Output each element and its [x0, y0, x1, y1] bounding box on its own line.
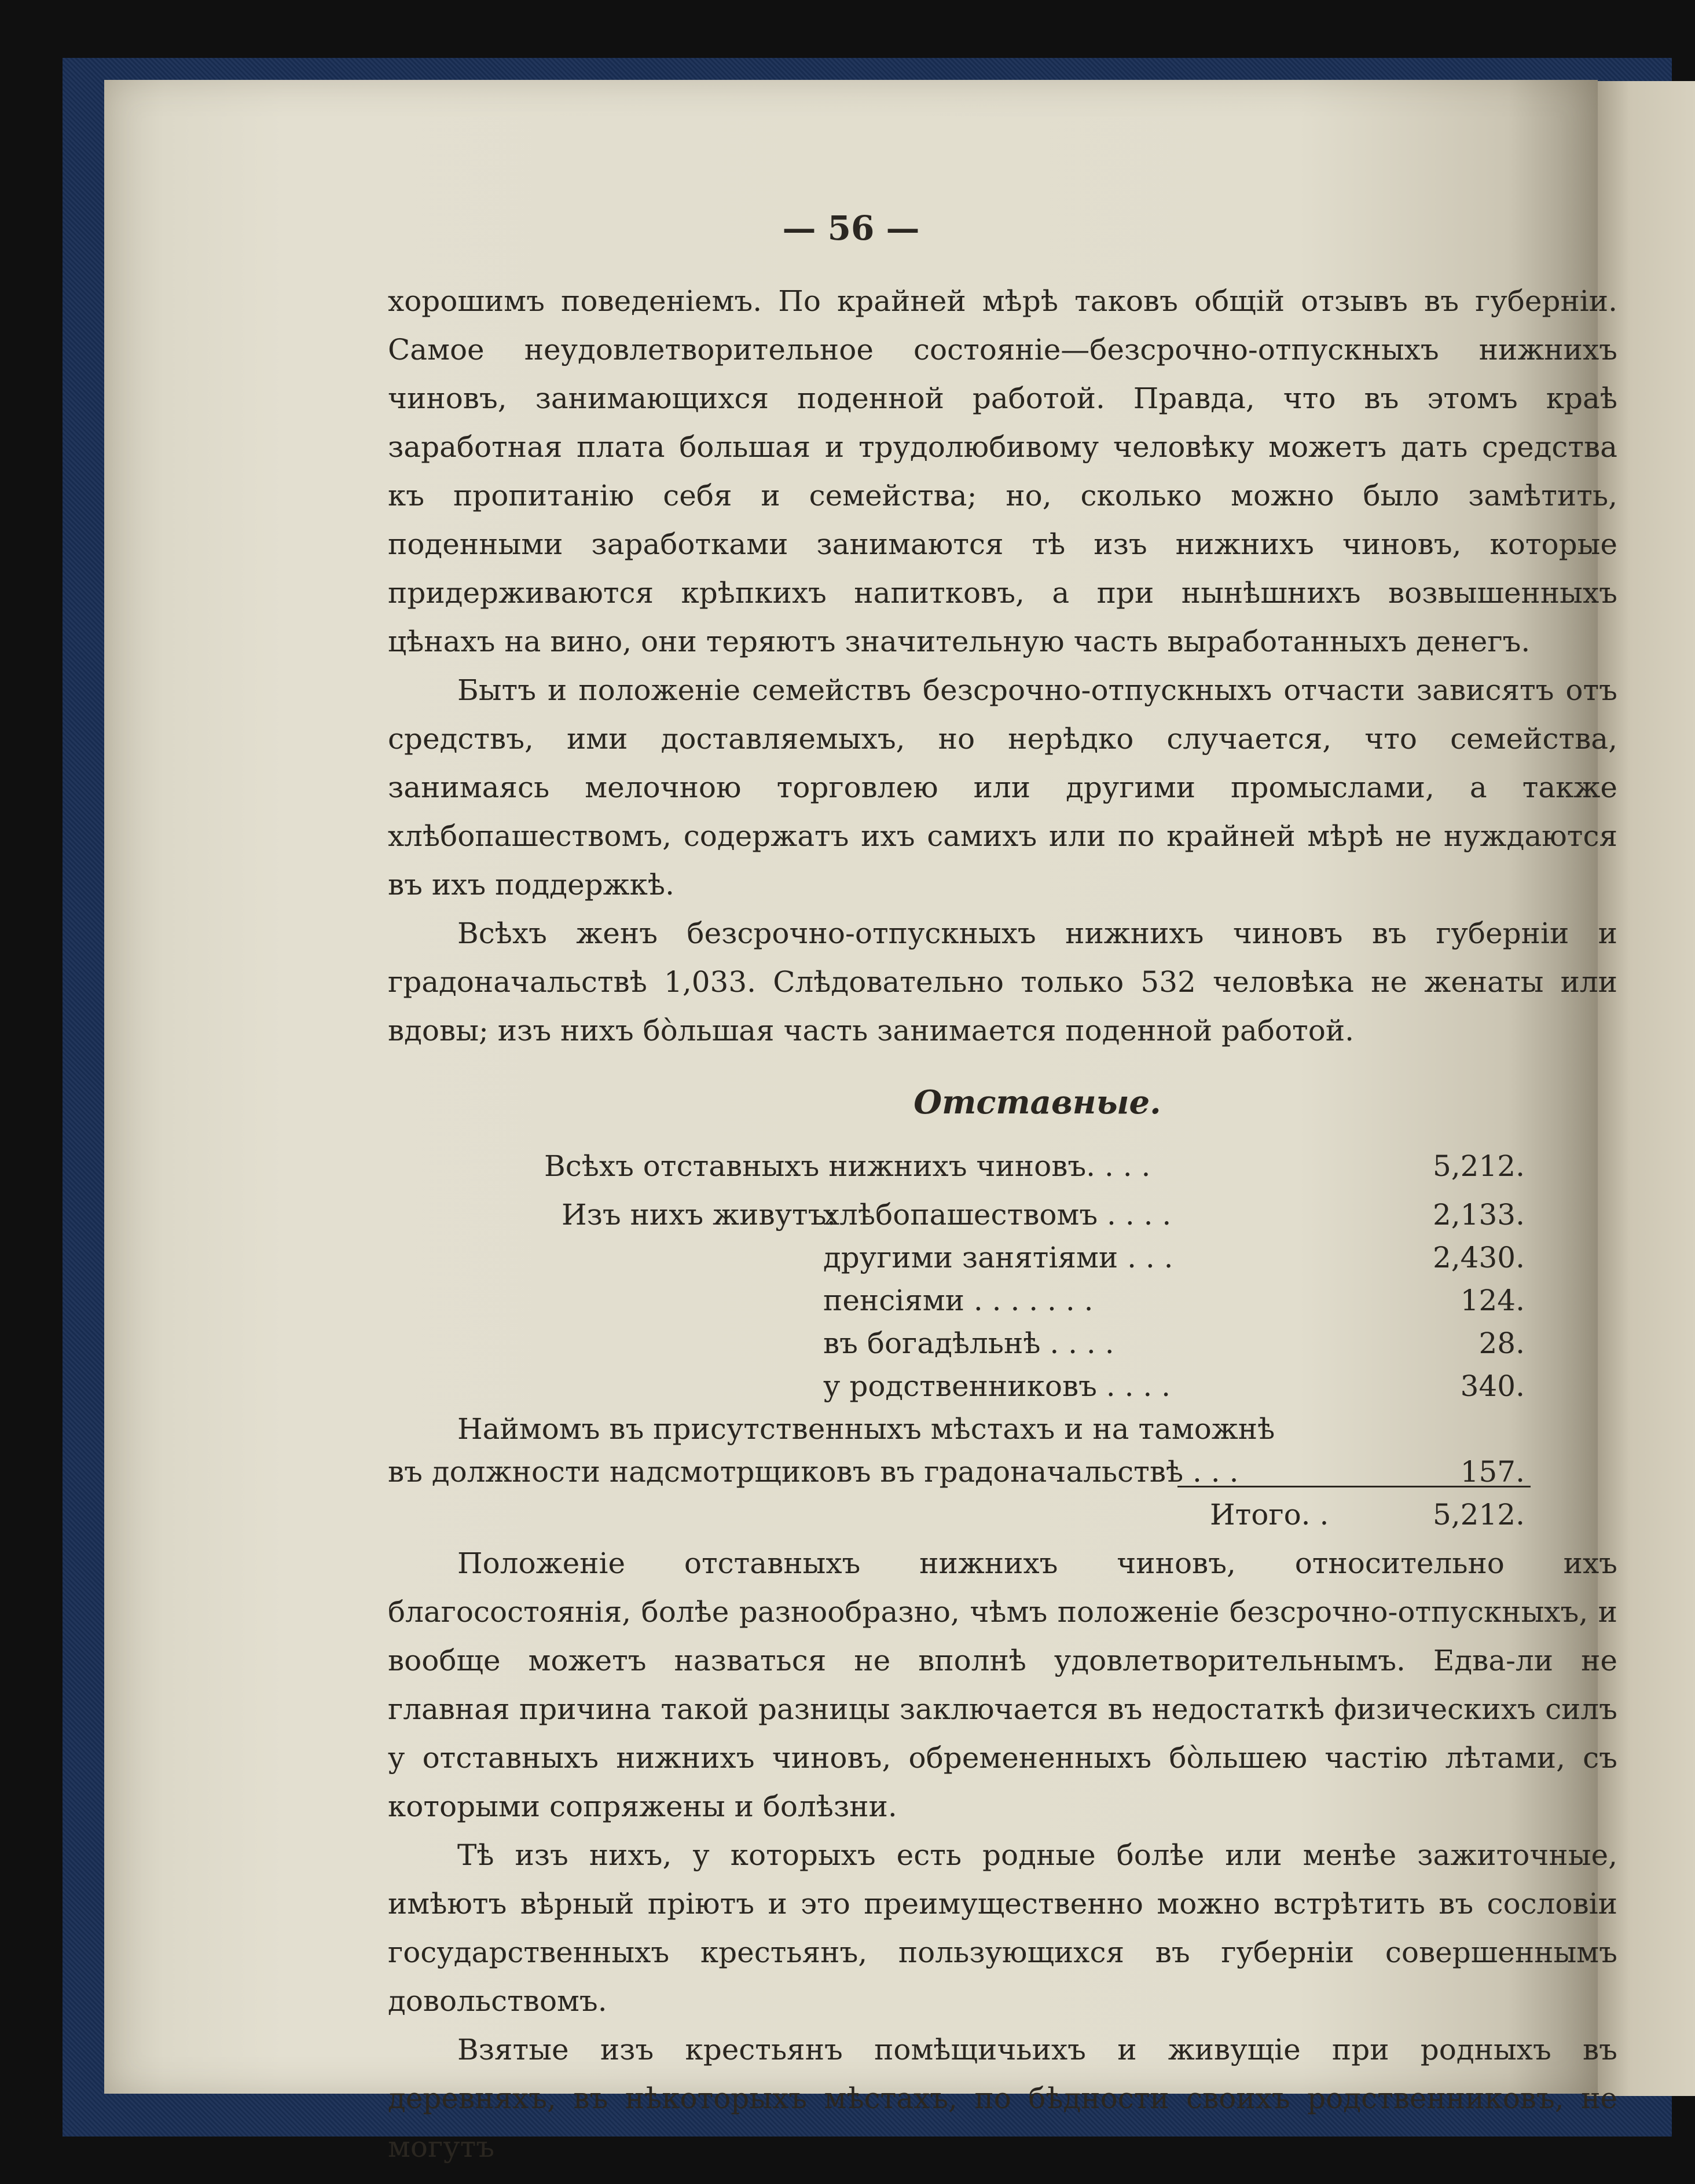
stat-sum-label: Итого. .	[1210, 1498, 1329, 1531]
section-heading: Отставные.	[913, 1083, 1161, 1122]
stat-row-item	[388, 1362, 1617, 1405]
stat-row-hire-line-1	[388, 1405, 1617, 1448]
stat-row-item	[388, 1233, 1617, 1276]
stat-item-value: 2,430.	[1432, 1241, 1525, 1274]
page-number: — 56 —	[782, 208, 920, 248]
stat-total-value: 5,212.	[1432, 1149, 1525, 1183]
stat-hire-label-2: въ должности надсмотрщиковъ въ градоначальствѣ . . .	[388, 1455, 1239, 1489]
paragraph-3: Всѣхъ женъ безсрочно-отпускныхъ нижнихъ чиновъ въ губерніи и градоначальствѣ 1,033. Слѣдовательно только 532 человѣка не женаты или вдовы; изъ нихъ бо̀льшая часть занимается поденной работой.	[388, 917, 1617, 1047]
paragraph-5: Тѣ изъ нихъ, у которыхъ есть родные болѣе или менѣе зажиточные, имѣютъ вѣрный пріютъ и это преимущественно можно встрѣтить въ сословіи государственныхъ крестьянъ, пользующихся въ губерніи совершеннымъ довольствомъ.	[388, 1838, 1617, 2018]
paragraph-4: Положеніе отставныхъ нижнихъ чиновъ, относительно ихъ благосостоянія, болѣе разнообразно, чѣмъ положеніе безсрочно-отпускныхъ, и вообще можетъ назваться не вполнѣ удовлетворительнымъ. Едва-ли не главная причина такой разницы заключается въ недостаткѣ физическихъ силъ у отставныхъ нижнихъ чиновъ, обремененныхъ бо̀льшею частію лѣтами, съ которыми сопряжены и болѣзни.	[388, 1547, 1617, 1823]
stat-row-item	[388, 1190, 1617, 1233]
stat-item-value: 28.	[1478, 1326, 1525, 1360]
stat-hire-value: 157.	[1460, 1455, 1525, 1489]
stat-row-hire-line-2	[388, 1448, 1617, 1490]
paragraph-6: Взятые изъ крестьянъ помѣщичьихъ и живущіе при родныхъ въ деревняхъ, въ нѣкоторыхъ мѣстахъ, по бѣдности своихъ родственниковъ, не могутъ	[388, 2033, 1617, 2164]
stat-row-item	[388, 1319, 1617, 1362]
book-page	[104, 80, 1617, 2164]
stat-item-label: хлѣбопашествомъ . . . .	[823, 1198, 1172, 1232]
stat-row-total	[388, 1142, 1617, 1190]
stat-sum-value: 5,212.	[1432, 1498, 1525, 1531]
stat-row-sum	[388, 1490, 1617, 1539]
stat-item-value: 124.	[1460, 1284, 1525, 1317]
stat-item-value: 340.	[1460, 1369, 1525, 1403]
stat-item-label: другими занятіями . . .	[823, 1241, 1173, 1274]
stat-item-value: 2,133.	[1432, 1198, 1525, 1232]
stat-total-label: Всѣхъ отставныхъ нижнихъ чиновъ. . . .	[544, 1149, 1151, 1183]
page-text	[388, 277, 1617, 2171]
stat-item-label: въ богадѣльнѣ . . . .	[823, 1326, 1114, 1360]
stat-item-label: пенсіями . . . . . . .	[823, 1284, 1094, 1317]
stat-intro-label: Изъ нихъ живутъ:	[562, 1198, 837, 1232]
stat-hire-label-1: Наймомъ въ присутственныхъ мѣстахъ и на таможнѣ	[457, 1412, 1275, 1446]
stat-row-item	[388, 1276, 1617, 1319]
paragraph-1: хорошимъ поведеніемъ. По крайней мѣрѣ таковъ общій отзывъ въ губерніи. Самое неудовлетворительное состояніе—безсрочно-отпускныхъ нижнихъ чиновъ, занимающихся поденной работой. Правда, что въ этомъ краѣ заработная плата большая и трудолюбивому человѣку можетъ дать средства къ пропитанію себя и семейства; но, сколько можно было замѣтить, поденными заработками занимаются тѣ изъ нижнихъ чиновъ, которые придерживаются крѣпкихъ напитковъ, а при нынѣшнихъ возвышенныхъ цѣнахъ на вино, они теряютъ значительную часть выработанныхъ денегъ.	[388, 284, 1617, 658]
paragraph-2: Бытъ и положеніе семействъ безсрочно-отпускныхъ отчасти зависятъ отъ средствъ, ими доставляемыхъ, но нерѣдко случается, что семейства, занимаясь мелочною торговлею или другими промыслами, а также хлѣбопашествомъ, содержатъ ихъ самихъ или по крайней мѣрѣ не нуждаются въ ихъ поддержкѣ.	[388, 673, 1617, 902]
stat-item-label: у родственниковъ . . . .	[823, 1369, 1171, 1403]
statistics-table	[388, 1142, 1617, 1539]
